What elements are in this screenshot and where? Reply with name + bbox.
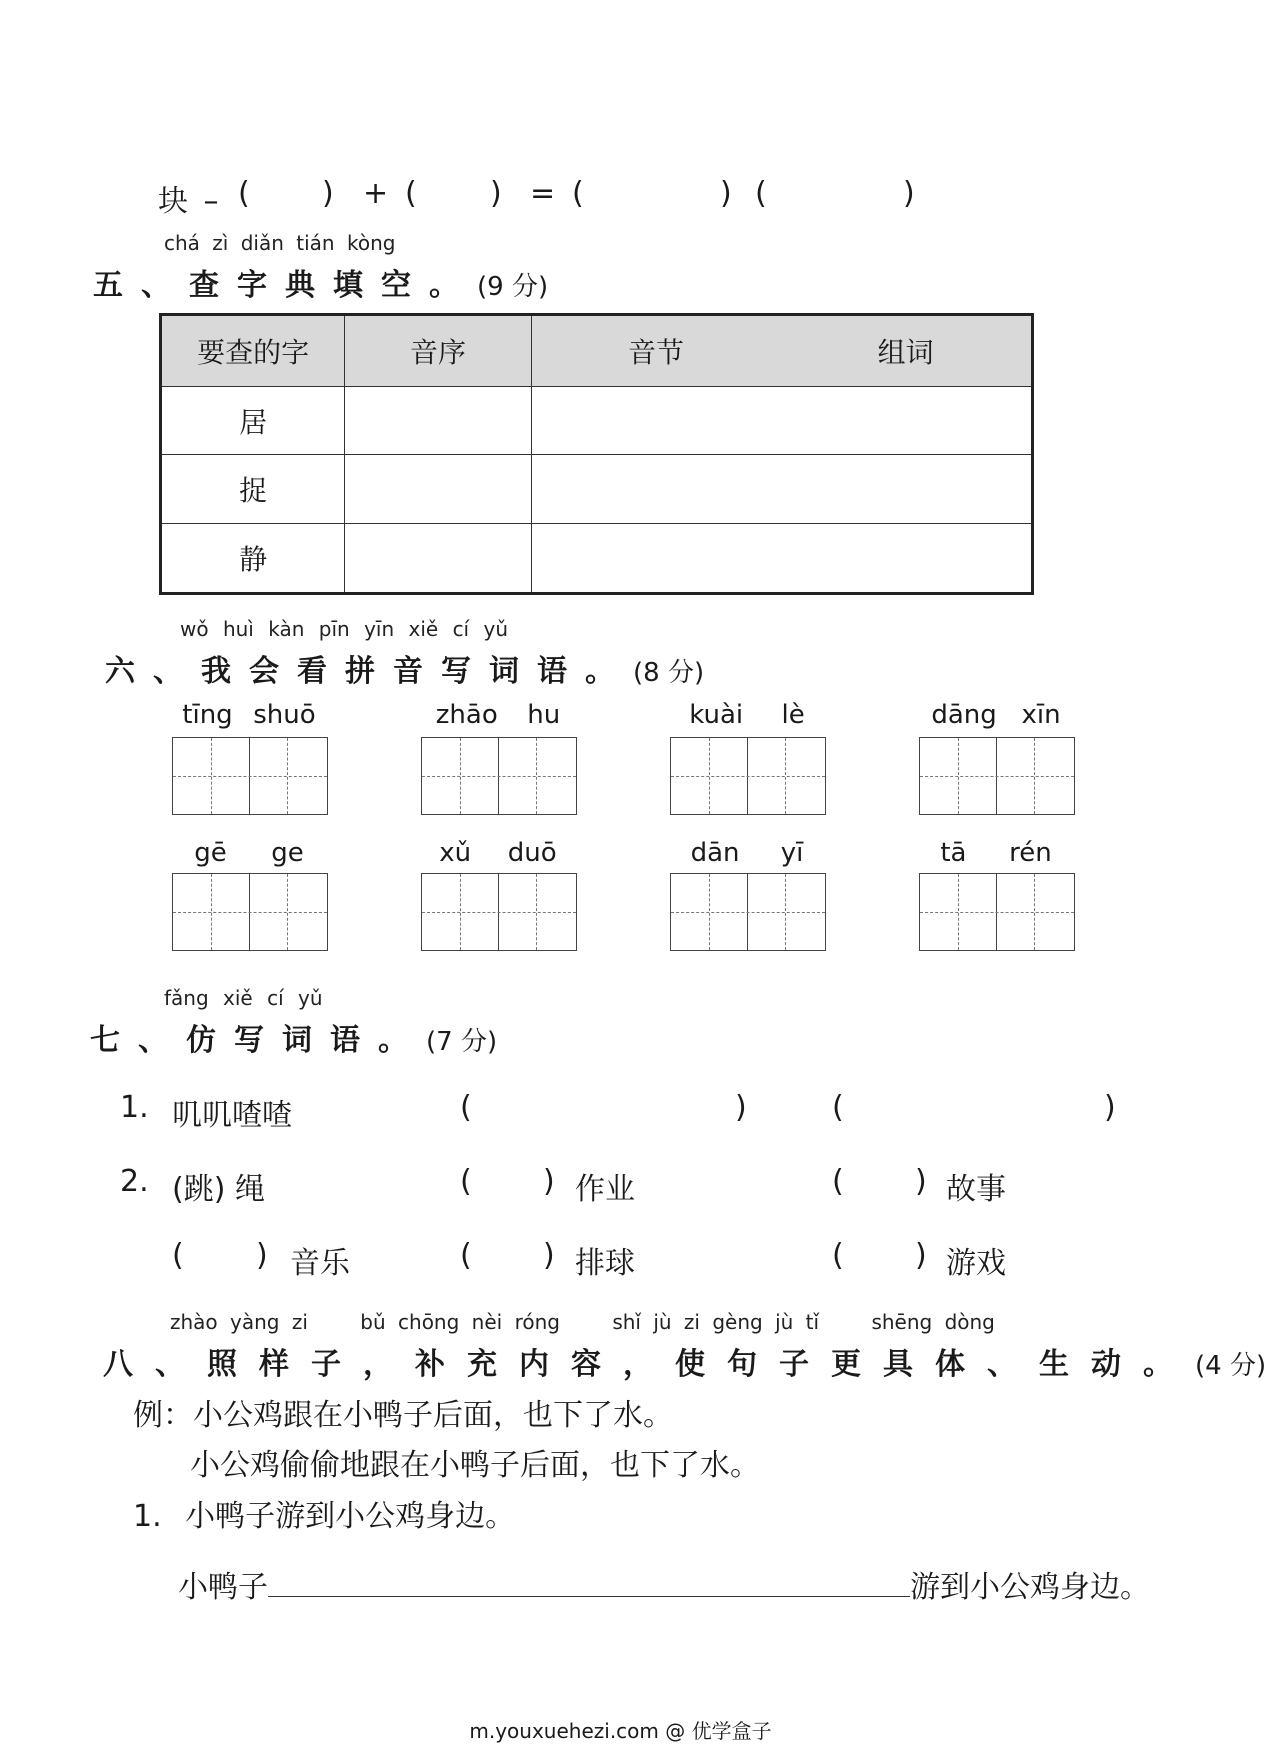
example-before: 小公鸡跟在小鸭子后面，也下了水。 <box>193 1398 673 1433</box>
paren-open-1: ( <box>238 176 250 211</box>
paren-close: ) <box>256 1238 268 1273</box>
equation-line <box>158 176 219 220</box>
s6-score: (8 分) <box>633 658 705 688</box>
equals-sign: = <box>530 176 556 211</box>
table-row <box>161 455 1033 523</box>
paren-close-4: ) <box>903 176 915 211</box>
word-pinyin: tā rén <box>940 838 1052 868</box>
s5-pinyin: chá zì diǎn tián kòng <box>164 231 396 255</box>
item-word: 游戏 <box>946 1246 1006 1281</box>
s8-q1 <box>133 1491 515 1535</box>
paren-close-2: ) <box>490 176 502 211</box>
s6-pinyin: wǒ huì kàn pīn yīn xiě cí yǔ <box>180 617 508 641</box>
s7-pinyin: fǎng xiě cí yǔ <box>164 986 323 1010</box>
paren-open-3: ( <box>572 176 584 211</box>
s5-title: 查字典填空 <box>189 268 429 303</box>
answer-cell[interactable] <box>531 523 1032 593</box>
example-label: 例： <box>133 1398 193 1433</box>
word-pinyin: xǔ duō <box>439 838 557 868</box>
s7-score: (7 分) <box>426 1027 498 1057</box>
s8-q1-number: 1. <box>133 1499 162 1534</box>
s5-heading: 五、查字典填空。(9 分) <box>93 268 549 303</box>
row-char: 居 <box>161 387 345 455</box>
plus-sign: + <box>363 176 389 211</box>
writing-grid[interactable] <box>421 737 577 815</box>
answer-cell[interactable] <box>345 523 531 593</box>
s6-number: 六、 <box>105 654 201 689</box>
word-pinyin: tīng shuō <box>182 700 316 730</box>
word-pinyin: kuài lè <box>689 700 805 730</box>
s8-q1-sentence: 小鸭子游到小公鸡身边。 <box>185 1499 516 1534</box>
writing-grid[interactable] <box>172 873 328 951</box>
col-header-word: 组词 <box>780 315 1032 387</box>
writing-grid[interactable] <box>919 873 1075 951</box>
paren-close: ) <box>915 1164 927 1199</box>
word-pinyin: dāng xīn <box>931 700 1061 730</box>
s7-title: 仿写词语 <box>186 1023 378 1058</box>
s8-q1-start: 小鸭子 <box>178 1570 268 1605</box>
s7-q2-number: 2. <box>120 1164 149 1199</box>
paren-open-4: ( <box>755 176 767 211</box>
s6-title: 我会看拼音写词语 <box>201 654 585 689</box>
writing-grid[interactable] <box>670 873 826 951</box>
s8-score: (4 分) <box>1195 1351 1266 1381</box>
row-char: 静 <box>161 523 345 593</box>
item-word: 排球 <box>575 1246 635 1281</box>
answer-cell[interactable] <box>531 455 1032 523</box>
paren-close: ) <box>1104 1090 1116 1125</box>
equation-char: 块 <box>158 184 188 219</box>
answer-cell[interactable] <box>345 455 531 523</box>
s7-q1-word: 叽叽喳喳 <box>172 1098 292 1133</box>
minus-sign: – <box>203 184 219 219</box>
paren-open: ( <box>172 1238 184 1273</box>
s8-heading: 八、照样子，补充内容，使句子更具体、生动。(4 分) <box>103 1347 1266 1382</box>
s7-heading: 七、仿写词语。(7 分) <box>90 1023 498 1058</box>
paren-open: ( <box>460 1164 472 1199</box>
dictionary-table <box>159 313 1034 595</box>
paren-close-3: ) <box>720 176 732 211</box>
footer-watermark: m.youxuehezi.com @ 优学盒子 <box>469 1719 772 1743</box>
answer-cell[interactable] <box>345 387 531 455</box>
word-pinyin: zhāo hu <box>435 700 561 730</box>
writing-grid[interactable] <box>172 737 328 815</box>
col-header-initial: 音序 <box>345 315 531 387</box>
word-pinyin: dān yī <box>690 838 804 868</box>
col-header-char: 要查的字 <box>161 315 345 387</box>
paren-open: ( <box>460 1238 472 1273</box>
s5-score: (9 分) <box>477 272 549 302</box>
s8-q1-end: 游到小公鸡身边。 <box>910 1570 1150 1605</box>
s7-q1-number: 1. <box>120 1090 149 1125</box>
table-row <box>161 387 1033 455</box>
writing-grid[interactable] <box>919 737 1075 815</box>
paren-open-2: ( <box>405 176 417 211</box>
answer-line[interactable] <box>268 1596 910 1597</box>
paren-open: ( <box>832 1164 844 1199</box>
paren-open: ( <box>460 1090 472 1125</box>
table-row <box>161 523 1033 593</box>
paren-close: ) <box>735 1090 747 1125</box>
row-char: 捉 <box>161 455 345 523</box>
answer-cell[interactable] <box>531 387 1032 455</box>
s6-heading: 六、我会看拼音写词语。(8 分) <box>105 654 705 689</box>
item-word: 作业 <box>575 1172 635 1207</box>
paren-close: ) <box>543 1164 555 1199</box>
s8-pinyin: zhào yàng zi bǔ chōng nèi róng shǐ jù zi gèng jù tǐ shēng dòng <box>170 1310 995 1334</box>
writing-grid[interactable] <box>421 873 577 951</box>
writing-grid[interactable] <box>670 737 826 815</box>
s8-title: 照样子，补充内容，使句子更具体、生动 <box>207 1347 1143 1382</box>
col-header-syllable: 音节 <box>531 315 780 387</box>
example-after: 小公鸡偷偷地跟在小鸭子后面，也下了水。 <box>190 1448 760 1483</box>
paren-close: ) <box>543 1238 555 1273</box>
item-word: 故事 <box>946 1172 1006 1207</box>
s5-number: 五、 <box>93 268 189 303</box>
paren-open: ( <box>832 1090 844 1125</box>
paren-close: ) <box>915 1238 927 1273</box>
s8-number: 八、 <box>103 1347 207 1382</box>
item-word: 音乐 <box>290 1246 350 1281</box>
paren-close-1: ) <box>322 176 334 211</box>
example-line <box>133 1390 673 1434</box>
paren-open: ( <box>832 1238 844 1273</box>
s7-q2-word: (跳) 绳 <box>172 1172 265 1207</box>
word-pinyin: gē ge <box>194 838 304 868</box>
s7-number: 七、 <box>90 1023 186 1058</box>
